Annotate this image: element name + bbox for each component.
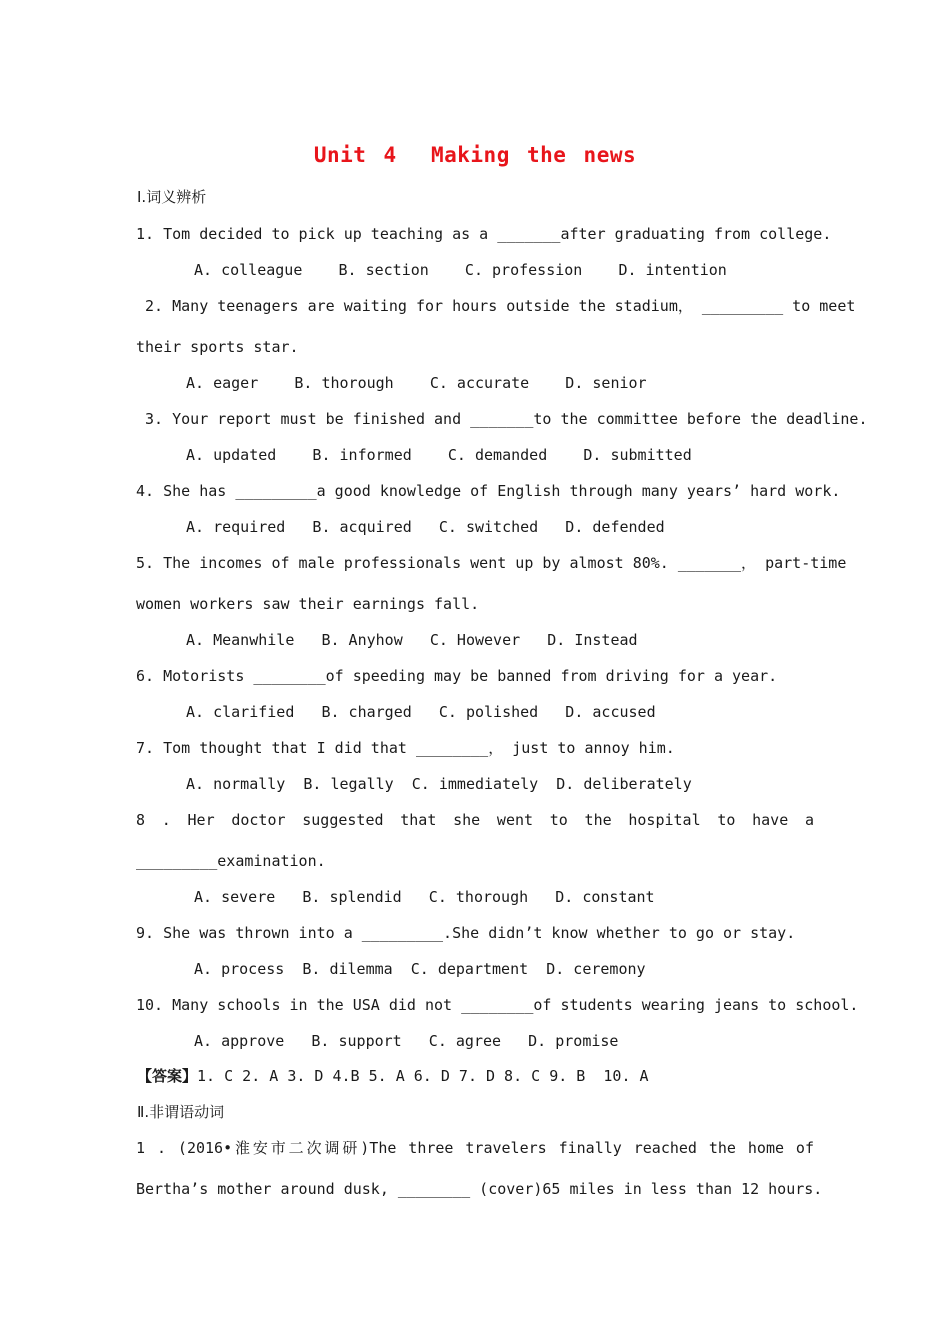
question-1-options: A. colleague B. section C. profession D. intention <box>194 261 727 279</box>
question-6-stem: 6. Motorists ________of speeding may be banned from driving for a year. <box>136 667 778 685</box>
question-3-options: A. updated B. informed C. demanded D. submitted <box>186 446 692 464</box>
question-5-options: A. Meanwhile B. Anyhow C. However D. Instead <box>186 631 638 649</box>
answer-label: 【答案】 <box>137 1067 198 1085</box>
question-10-stem: 10. Many schools in the USA did not ________of students wearing jeans to school. <box>136 996 859 1014</box>
question-8-options: A. severe B. splendid C. thorough D. constant <box>194 888 655 906</box>
question-4-stem: 4. She has _________a good knowledge of English through many years’ hard work. <box>136 482 841 500</box>
question-10-options: A. approve B. support C. agree D. promise <box>194 1032 619 1050</box>
question-9-options: A. process B. dilemma C. department D. ceremony <box>194 960 646 978</box>
answer-key <box>137 1066 649 1086</box>
question-2-stem-line1: 2. Many teenagers are waiting for hours outside the stadium， _________ to meet <box>136 297 856 315</box>
question-3-stem: 3. Your report must be finished and _______to the committee before the deadline. <box>136 410 868 428</box>
section2-question-1-line2: Bertha’s mother around dusk, ________ (cover)65 miles in less than 12 hours. <box>136 1180 823 1198</box>
question-2-options: A. eager B. thorough C. accurate D. senior <box>186 374 647 392</box>
question-8-stem-line1: 8 . Her doctor suggested that she went to the hospital to have a <box>136 811 814 829</box>
section-heading-1: Ⅰ.词义辨析 <box>137 188 207 206</box>
answer-text: 1. C 2. A 3. D 4.B 5. A 6. D 7. D 8. C 9. B 10. A <box>197 1067 649 1085</box>
question-7-options: A. normally B. legally C. immediately D. deliberately <box>186 775 692 793</box>
question-6-options: A. clarified B. charged C. polished D. accused <box>186 703 656 721</box>
question-7-stem: 7. Tom thought that I did that ________， just to annoy him. <box>136 739 675 757</box>
section-heading-2: Ⅱ.非谓语动词 <box>137 1103 225 1121</box>
section2-question-1-line1: 1 . (2016•淮安市二次调研)The three travelers finally reached the home of <box>136 1139 814 1157</box>
question-5-stem-line2: women workers saw their earnings fall. <box>136 595 480 613</box>
question-1-stem: 1. Tom decided to pick up teaching as a _______after graduating from college. <box>136 225 832 243</box>
question-8-stem-line2: _________examination. <box>136 852 326 870</box>
page-title: Unit 4 Making the news <box>313 143 637 167</box>
question-4-options: A. required B. acquired C. switched D. defended <box>186 518 665 536</box>
question-2-stem-line2: their sports star. <box>136 338 299 356</box>
question-5-stem-line1: 5. The incomes of male professionals went up by almost 80%. _______， part-time <box>136 554 847 572</box>
question-9-stem: 9. She was thrown into a _________.She didn’t know whether to go or stay. <box>136 924 796 942</box>
